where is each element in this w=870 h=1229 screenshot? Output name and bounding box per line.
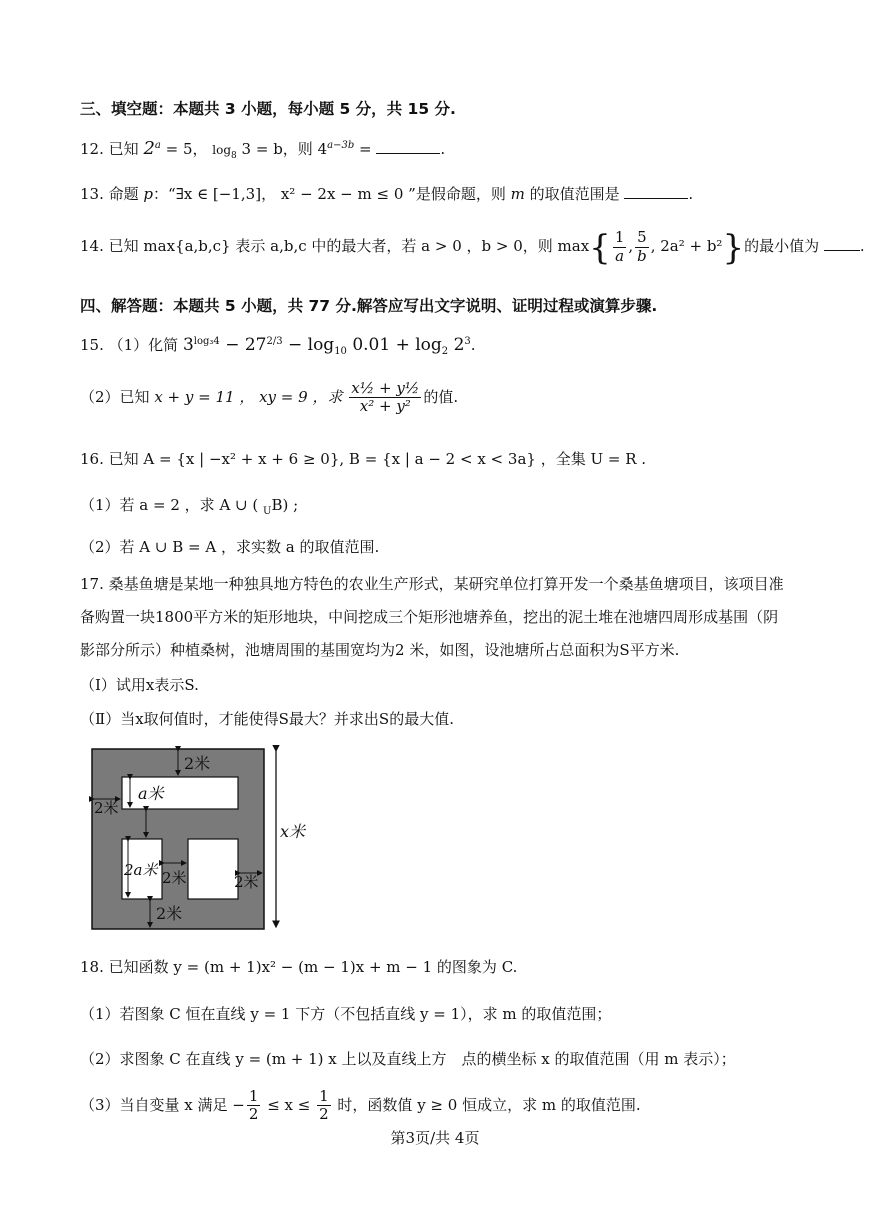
q15-part1-label: （1）化简 (108, 336, 179, 354)
q13-p: p (143, 185, 154, 203)
q16-part1: （1）若 a = 2 ，求 A ∪ ( (80, 496, 263, 514)
question-number: 17. (80, 575, 104, 593)
pond-bottom-right (188, 839, 238, 899)
question-16-part-1 (80, 494, 298, 517)
question-17-line-3: 影部分所示）种植桑树，池塘周围的基围宽均为2 米，如图，设池塘所占总面积为S平方米. (80, 641, 680, 659)
q18-part3-b: ≤ x ≤ (262, 1095, 316, 1114)
numerator: 1 (248, 1087, 259, 1105)
q14-fraction-2 (635, 229, 649, 265)
question-number: 12. (80, 140, 104, 158)
q12-eq: = 5， (160, 140, 208, 158)
q18-text: 已知函数 y = (m + 1)x² − (m − 1)x + m − 1 的图象为 C. (108, 958, 518, 976)
q12-eq2: = (354, 140, 372, 158)
q12-log-tail: 3 = b，则 4 (236, 140, 328, 158)
question-17-part-1: （Ⅰ）试用x表示S. (80, 676, 199, 694)
denominator: b (637, 246, 647, 265)
label-a: a米 (138, 784, 164, 803)
question-17-part-2: （Ⅱ）当x取何值时，才能使得S最大？并求出S的最大值. (80, 710, 454, 728)
q15-exp-log: log₃4 (193, 336, 220, 347)
question-13: 13. 命题 p：“∃x ∈ [−1,3]， x² − 2x − m ≤ 0 ”是假命题，则 m 的取值范围是 . (80, 185, 694, 203)
q13-text-b: ：“∃x ∈ [−1,3]， x² − 2x − m ≤ 0 ”是假命题，则 (153, 185, 511, 203)
question-18-part-1: （1）若图象 C 恒在直线 y = 1 下方（不包括直线 y = 1），求 m 的取值范围； (80, 1005, 612, 1023)
question-16-part-2: （2）若 A ∪ B = A ，求实数 a 的取值范围. (80, 538, 380, 556)
question-16 (80, 448, 646, 469)
label-left: 2米 (94, 799, 119, 817)
question-number: 14. (80, 237, 104, 255)
left-brace: { (589, 228, 611, 268)
pond-diagram (88, 745, 308, 935)
denominator: 2 (248, 1105, 259, 1124)
question-number: 15. (80, 336, 104, 354)
label-2a: 2a米 (124, 861, 158, 879)
q15-end: . (470, 336, 476, 354)
question-14: 14. 已知 max{a,b,c} 表示 a,b,c 中的最大者，若 a > 0 ，b > 0，则 max{ $\frac{1}{a}$ , $\frac{5}{b}$ , 2a² + b²}的最小值为 . (80, 228, 865, 268)
question-18-part-2: （2）求图象 C 在直线 y = (m + 1) x 上以及直线上方 点的横坐标 x 的取值范围（用 m 表示）； (80, 1050, 736, 1068)
q15-part2-end: 的值. (423, 387, 459, 406)
q17-line1: 桑基鱼塘是某地一种独具地方特色的农业生产形式，某研究单位打算开发一个桑基鱼塘项目，该项目准 (108, 575, 784, 593)
question-17-line-1 (80, 573, 784, 594)
section-3-heading: 三、填空题：本题共 3 小题，每小题 5 分，共 15 分. (80, 100, 456, 118)
q13-text-c: 的取值范围是 (524, 185, 620, 203)
label-mid: 2米 (162, 869, 187, 887)
page-footer: 第3页/共 4页 (390, 1129, 480, 1147)
question-number: 16. (80, 450, 104, 468)
numerator: x½ + y½ (351, 379, 420, 397)
q15-base-3: 3 (182, 335, 194, 355)
label-bottom: 2米 (156, 904, 183, 923)
q15-fraction (349, 380, 421, 416)
q16-text: 已知 A = {x | −x² + x + 6 ≥ 0}, B = {x | a − 2 < x < 3a} ，全集 U = R . (108, 450, 647, 468)
q14-text-a: 已知 max{a,b,c} 表示 a,b,c 中的最大者，若 a > 0 ，b > 0，则 max (108, 237, 590, 255)
q15-condition: x + y = 11 ， xy = 9 ，求 (154, 387, 343, 406)
question-number: 13. (80, 185, 104, 203)
answer-blank (824, 236, 860, 251)
q16-complement-sub: U (263, 506, 272, 517)
q18-part3-c: 时，函数值 y ≥ 0 恒成立，求 m 的取值范围. (332, 1095, 641, 1114)
question-number: 18. (80, 958, 104, 976)
label-top: 2米 (184, 754, 211, 773)
answer-blank (624, 184, 688, 199)
answer-blank (376, 139, 440, 154)
q13-m: m (510, 185, 525, 203)
q15-part2-label: （2）已知 (80, 387, 150, 406)
q12-log-base: 8 (231, 151, 237, 161)
q15-exp-frac: 2/3 (266, 336, 283, 347)
q15-log10: − log (282, 335, 335, 355)
question-18 (80, 956, 517, 977)
q14-fraction-1 (613, 229, 627, 265)
question-15-part-1 (80, 334, 476, 357)
denominator: a (615, 246, 625, 265)
question-12: 12. 已知 $2^a = 5$， $\log_8 3 = b$，则 $4^{a-3b}$ = . (80, 138, 446, 161)
label-right: 2米 (234, 873, 259, 891)
numerator: 1 (614, 228, 625, 247)
q15-log10-base: 10 (334, 346, 347, 357)
numerator: 1 (319, 1087, 329, 1105)
q12-log: log (212, 143, 232, 157)
q16-part1-tail: B) ; (271, 496, 299, 514)
q18-part3-a: （3）当自变量 x 满足 − (80, 1095, 245, 1114)
right-brace: } (722, 228, 745, 268)
question-15-part-2 (80, 380, 458, 416)
denominator: x² + y² (359, 397, 411, 416)
q15-exp-3: 3 (464, 336, 471, 347)
q12-exp: a (154, 140, 161, 151)
denominator: 2 (319, 1105, 329, 1124)
q15-27: − 27 (219, 335, 267, 355)
question-17-line-2: 备购置一块1800平方米的矩形地块，中间挖成三个矩形池塘养鱼，挖出的泥土堆在池塘四周形成基围（阴 (80, 608, 779, 626)
q18-fraction-half (317, 1088, 331, 1124)
q13-text-a: 命题 (108, 185, 144, 203)
q14-text-b: 的最小值为 (744, 237, 820, 255)
q12-base: 2 (143, 138, 155, 159)
section-4-heading: 四、解答题：本题共 5 小题，共 77 分.解答应写出文字说明、证明过程或演算步骤. (80, 297, 658, 315)
question-18-part-3 (80, 1088, 641, 1124)
q18-fraction-neg-half (247, 1088, 261, 1124)
q15-log2: 0.01 + log (346, 335, 442, 355)
q12-exp2: a−3b (327, 140, 355, 151)
q15-log2-base: 2 (441, 346, 449, 357)
q14-tail: , 2a² + b² (650, 237, 723, 255)
q15-2: 2 (448, 335, 465, 355)
numerator: 5 (637, 228, 647, 247)
label-x: x米 (280, 822, 306, 841)
q12-pre: 已知 (108, 140, 139, 158)
